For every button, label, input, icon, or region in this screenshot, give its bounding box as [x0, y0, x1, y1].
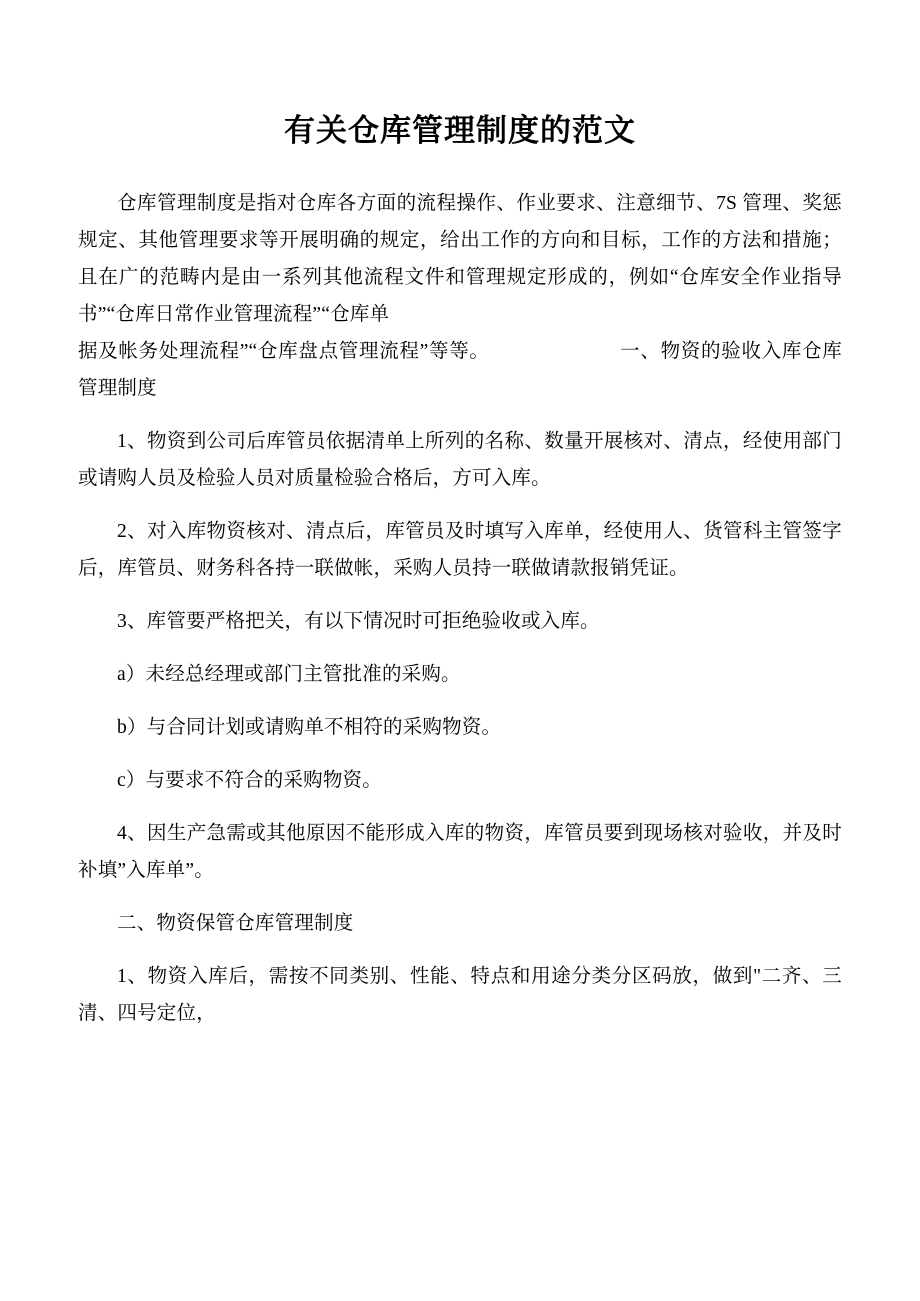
page-title: 有关仓库管理制度的范文 [284, 113, 636, 149]
paragraph-section-two-item-1: 1、物资入库后，需按不同类别、性能、特点和用途分类分区码放，做到"二齐、三清、四号定位， [78, 965, 842, 1024]
paragraph-intro-continued-text: 据及帐务处理流程”“仓库盘点管理流程”等等。 [78, 340, 490, 362]
paragraph-item-4: 4、因生产急需或其他原因不能形成入库的物资，库管员要到现场核对验收，并及时补填”入库单”。 [78, 822, 842, 881]
paragraph-intro: 仓库管理制度是指对仓库各方面的流程操作、作业要求、注意细节、7S 管理、奖惩规定、其他管理要求等开展明确的规定，给出工作的方向和目标，工作的方法和措施；且在广的范畴内是由一系列其他流程文件和管理规定形成的，例如“仓库安全作业指导书”“仓库日常作业管理流程”“仓库单 [78, 192, 842, 325]
paragraph-section-one-heading: 一、物资的验收入库仓库管理制度 [78, 340, 843, 399]
paragraph-section-two-heading: 二、物资保管仓库管理制度 [117, 912, 354, 934]
paragraph-item-3: 3、库管要严格把关，有以下情况时可拒绝验收或入库。 [117, 610, 600, 632]
paragraph-item-3b: b）与合同计划或请购单不相符的采购物资。 [117, 716, 502, 738]
document-body [78, 185, 842, 1032]
paragraph-intro-continued [78, 333, 842, 407]
paragraph-item-1: 1、物资到公司后库管员依据清单上所列的名称、数量开展核对、清点，经使用部门或请购人员及检验人员对质量检验合格后，方可入库。 [78, 430, 842, 489]
paragraph-item-3a: a）未经总经理或部门主管批准的采购。 [117, 663, 461, 685]
paragraph-item-3c: c）与要求不符合的采购物资。 [117, 769, 382, 791]
paragraph-item-2: 2、对入库物资核对、清点后，库管员及时填写入库单，经使用人、货管科主管签字后，库管员、财务科各持一联做帐，采购人员持一联做请款报销凭证。 [78, 520, 842, 579]
